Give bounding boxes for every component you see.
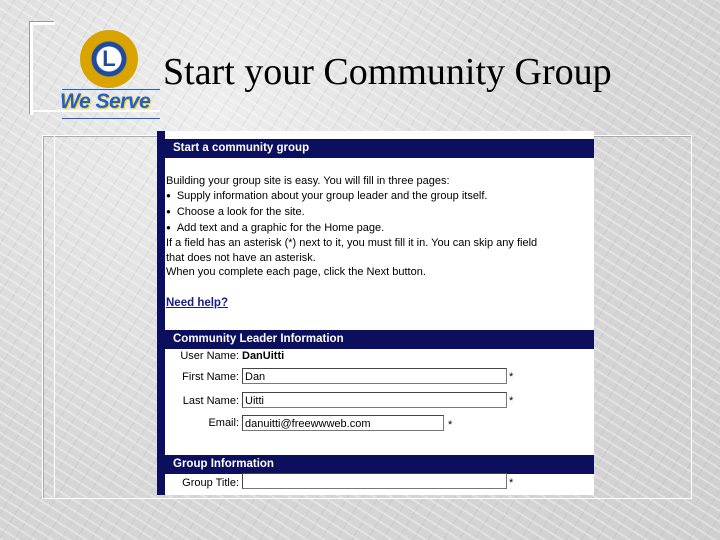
lions-logo [60, 30, 165, 120]
first-name-label: First Name: [182, 371, 239, 383]
group-title-field[interactable] [242, 473, 507, 489]
next-note: When you complete each page, click the Next button. [166, 266, 426, 278]
group-title-label: Group Title: [182, 477, 239, 489]
email-field[interactable]: danuitti@freewwweb.com [242, 415, 444, 431]
frame-corner [30, 22, 55, 115]
user-name-value: DanUitti [242, 350, 285, 362]
required-mark: * [509, 395, 514, 407]
email-label: Email: [208, 417, 239, 429]
lions-seal-icon: L [80, 30, 138, 88]
need-help-link[interactable]: Need help? [166, 297, 228, 309]
required-mark: * [448, 419, 453, 431]
frame-side-bar [42, 135, 55, 497]
slide-title: Start your Community Group [163, 51, 612, 93]
section-header-group: Group Information [165, 455, 594, 474]
section-header-leader: Community Leader Information [165, 330, 594, 349]
required-mark: * [509, 477, 514, 489]
form-screenshot [157, 131, 594, 495]
panel-left-bar [157, 131, 165, 495]
required-mark: * [509, 371, 514, 383]
logo-rule [62, 118, 160, 119]
last-name-field[interactable]: Uitti [242, 392, 507, 408]
user-name-label: User Name: [180, 350, 239, 362]
bullet-item: ● Choose a look for the site. [166, 205, 305, 220]
section-header-start: Start a community group [165, 139, 594, 158]
first-name-field[interactable]: Dan [242, 368, 507, 384]
intro-text: Building your group site is easy. You will fill in three pages: [166, 175, 450, 187]
asterisk-note-cont: that does not have an asterisk. [166, 252, 316, 264]
bullet-item: ● Add text and a graphic for the Home page. [166, 221, 384, 236]
logo-text: We Serve [60, 90, 151, 113]
last-name-label: Last Name: [182, 395, 239, 407]
asterisk-note: If a field has an asterisk (*) next to it, you must fill it in. You can skip any field [166, 237, 538, 249]
bullet-item: ● Supply information about your group leader and the group itself. [166, 189, 488, 204]
